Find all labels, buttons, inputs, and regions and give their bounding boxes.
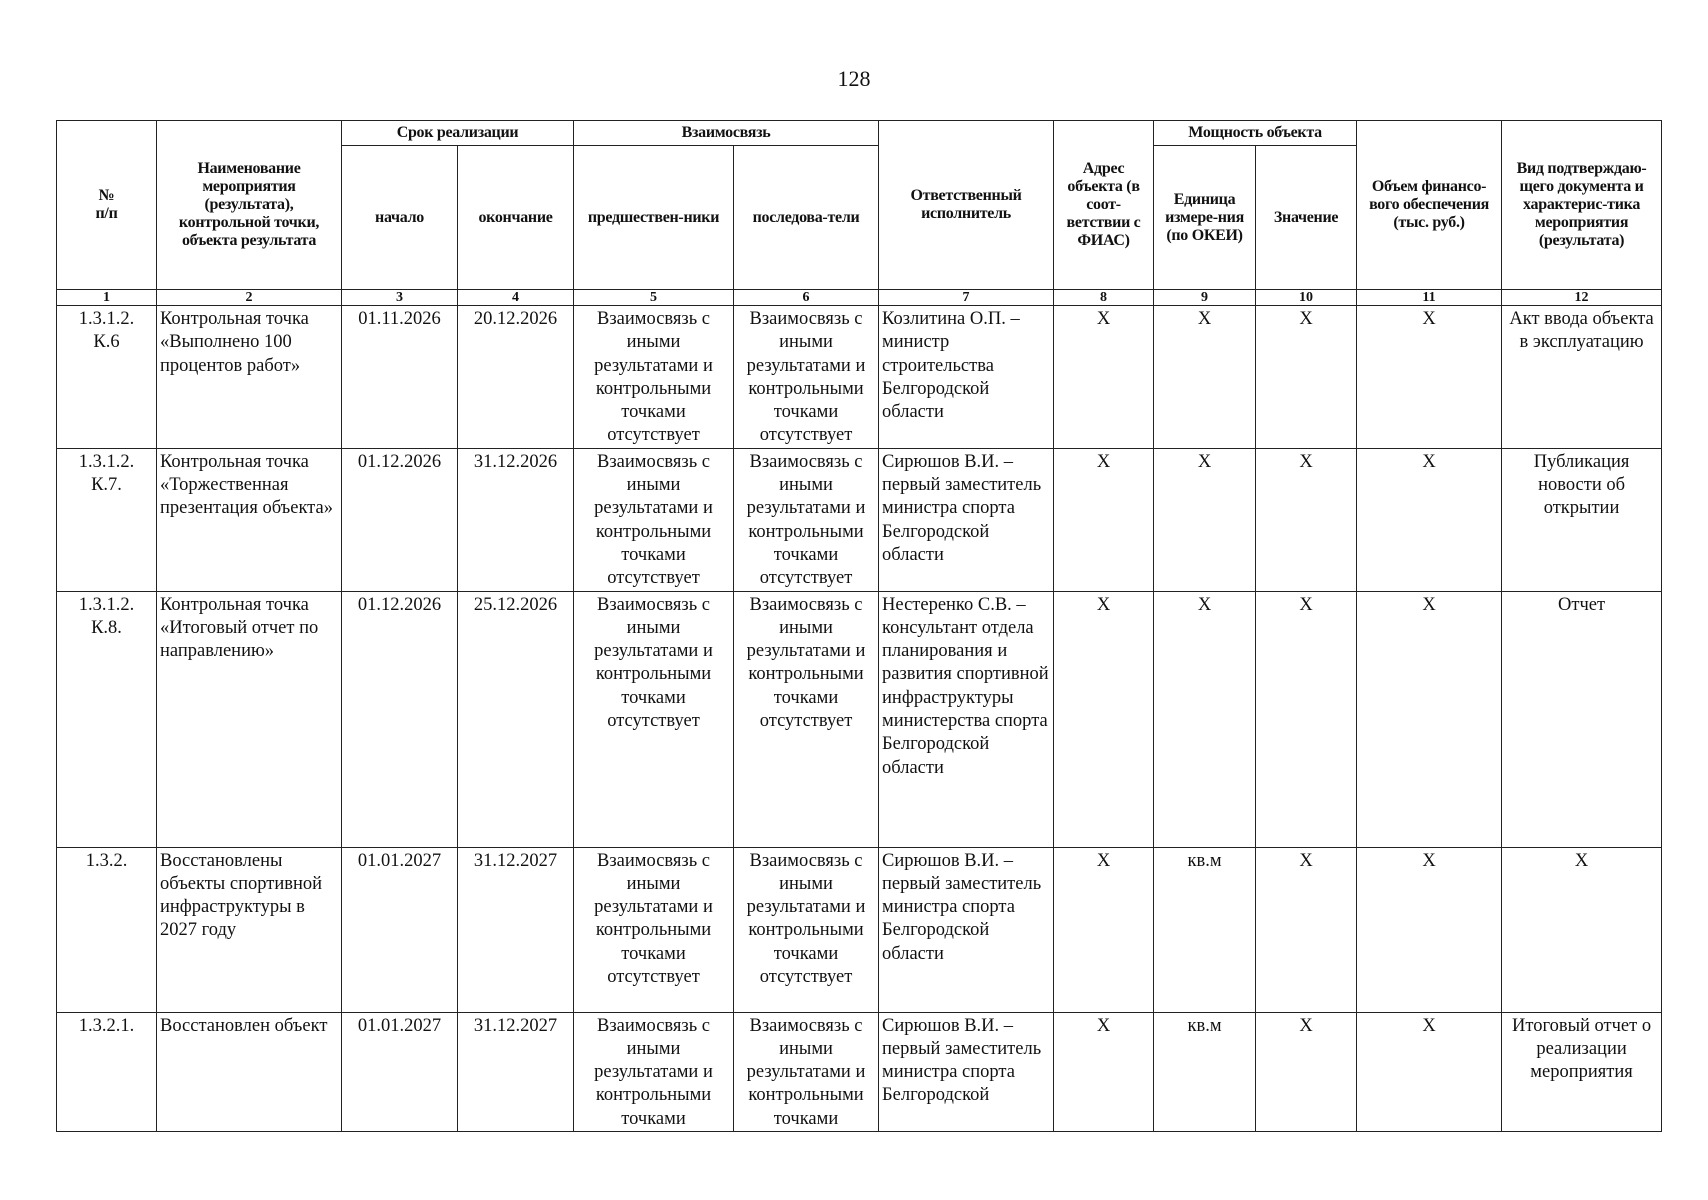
header-name: Наименование мероприятия (результата), контрольной точки, объекта результата [157,121,342,290]
cell-successors: Взаимосвязь с иными результатами и контрольными точками отсутствует [734,847,879,1012]
cell-num: 1.3.1.2. К.7. [57,448,157,591]
header-unit: Единица измере-ния (по ОКЕИ) [1154,146,1256,290]
cell-address: X [1054,448,1154,591]
cell-start: 01.01.2027 [342,1012,458,1131]
cell-end: 20.12.2026 [458,306,574,449]
cell-successors: Взаимосвязь с иными результатами и контрольными точками отсутствует [734,591,879,847]
header-value: Значение [1256,146,1357,290]
cell-address: X [1054,306,1154,449]
cell-unit: X [1154,306,1256,449]
cell-value: X [1256,448,1357,591]
cell-unit: X [1154,591,1256,847]
cell-start: 01.01.2027 [342,847,458,1012]
cell-value: X [1256,1012,1357,1131]
cell-successors: Взаимосвязь с иными результатами и контрольными точками [734,1012,879,1131]
header-successors: последова-тели [734,146,879,290]
cell-responsible: Нестеренко С.В. – консультант отдела планирования и развития спортивной инфраструктуры министерства спорта Белгородской области [879,591,1054,847]
cell-end: 31.12.2027 [458,847,574,1012]
cell-end: 31.12.2026 [458,448,574,591]
cell-finance: X [1357,1012,1502,1131]
cell-address: X [1054,847,1154,1012]
header-document: Вид подтверждаю-щего документа и характерис-тика мероприятия (результата) [1502,121,1662,290]
table-row [57,591,1662,847]
table-row [57,847,1662,1012]
cell-num: 1.3.2. [57,847,157,1012]
cell-value: X [1256,847,1357,1012]
cell-predecessors: Взаимосвязь с иными результатами и контрольными точками отсутствует [574,448,734,591]
column-number: 6 [734,290,879,306]
header-responsible: Ответственный исполнитель [879,121,1054,290]
cell-name: Контрольная точка «Выполнено 100 процентов работ» [157,306,342,449]
cell-responsible: Сирюшов В.И. – первый заместитель министра спорта Белгородской [879,1012,1054,1131]
cell-document: Итоговый отчет о реализации мероприятия [1502,1012,1662,1131]
header-finance: Объем финансо-вого обеспечения (тыс. руб.) [1357,121,1502,290]
cell-end: 31.12.2027 [458,1012,574,1131]
column-number: 12 [1502,290,1662,306]
column-number: 1 [57,290,157,306]
column-number: 10 [1256,290,1357,306]
schedule-table [56,120,1662,1132]
cell-finance: X [1357,306,1502,449]
cell-address: X [1054,1012,1154,1131]
cell-finance: X [1357,847,1502,1012]
column-number: 8 [1054,290,1154,306]
cell-document: Публикация новости об открытии [1502,448,1662,591]
cell-num: 1.3.1.2. К.6 [57,306,157,449]
cell-responsible: Сирюшов В.И. – первый заместитель министра спорта Белгородской области [879,448,1054,591]
cell-predecessors: Взаимосвязь с иными результатами и контрольными точками отсутствует [574,306,734,449]
column-number: 3 [342,290,458,306]
cell-predecessors: Взаимосвязь с иными результатами и контрольными точками [574,1012,734,1131]
cell-successors: Взаимосвязь с иными результатами и контрольными точками отсутствует [734,306,879,449]
header-address: Адрес объекта (в соот-ветствии с ФИАС) [1054,121,1154,290]
header-predecessors: предшествен-ники [574,146,734,290]
table-row [57,1012,1662,1131]
cell-successors: Взаимосвязь с иными результатами и контрольными точками отсутствует [734,448,879,591]
column-number: 2 [157,290,342,306]
header-power-group: Мощность объекта [1154,121,1357,146]
header-term-group: Срок реализации [342,121,574,146]
page-number: 128 [837,66,871,91]
cell-name: Восстановлены объекты спортивной инфраструктуры в 2027 году [157,847,342,1012]
column-numbers-row [57,290,1662,306]
cell-document: Акт ввода объекта в эксплуатацию [1502,306,1662,449]
cell-document: X [1502,847,1662,1012]
cell-predecessors: Взаимосвязь с иными результатами и контрольными точками отсутствует [574,847,734,1012]
column-number: 9 [1154,290,1256,306]
cell-name: Восстановлен объект [157,1012,342,1131]
table-row [57,448,1662,591]
cell-unit: кв.м [1154,847,1256,1012]
cell-start: 01.12.2026 [342,448,458,591]
cell-value: X [1256,306,1357,449]
header-link-group: Взаимосвязь [574,121,879,146]
column-number: 11 [1357,290,1502,306]
cell-responsible: Козлитина О.П. – министр строительства Белгородской области [879,306,1054,449]
cell-unit: кв.м [1154,1012,1256,1131]
cell-start: 01.11.2026 [342,306,458,449]
column-number: 4 [458,290,574,306]
column-number: 5 [574,290,734,306]
cell-num: 1.3.1.2. К.8. [57,591,157,847]
cell-unit: X [1154,448,1256,591]
header-start: начало [342,146,458,290]
cell-document: Отчет [1502,591,1662,847]
cell-finance: X [1357,591,1502,847]
header-num: № п/п [57,121,157,290]
cell-finance: X [1357,448,1502,591]
header-end: окончание [458,146,574,290]
cell-name: Контрольная точка «Торжественная презентация объекта» [157,448,342,591]
column-number: 7 [879,290,1054,306]
cell-responsible: Сирюшов В.И. – первый заместитель министра спорта Белгородской области [879,847,1054,1012]
cell-value: X [1256,591,1357,847]
cell-name: Контрольная точка «Итоговый отчет по направлению» [157,591,342,847]
cell-start: 01.12.2026 [342,591,458,847]
cell-end: 25.12.2026 [458,591,574,847]
table-row [57,306,1662,449]
cell-predecessors: Взаимосвязь с иными результатами и контрольными точками отсутствует [574,591,734,847]
cell-address: X [1054,591,1154,847]
cell-num: 1.3.2.1. [57,1012,157,1131]
